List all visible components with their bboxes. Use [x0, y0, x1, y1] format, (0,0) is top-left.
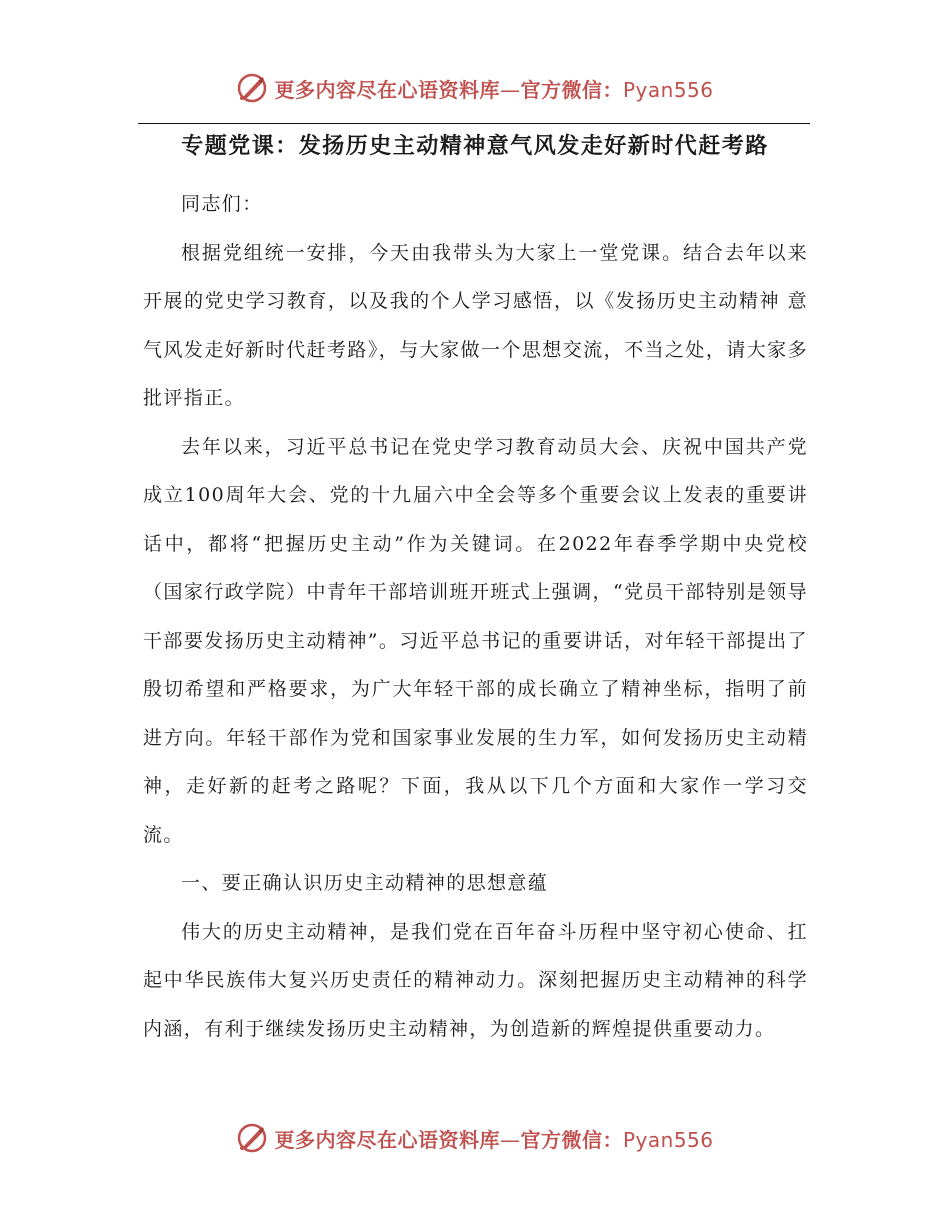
- section-heading: 一、要正确认识历史主动精神的思想意蕴: [181, 872, 549, 894]
- paragraph-salutation: 同志们：: [181, 193, 263, 215]
- paragraph: 根据党组统一安排，今天由我带头为大家上一堂党课。结合去年以来开展的党史学习教育，以及我的个人学习感悟，以《发扬历史主动精神 意气风发走好新时代赶考路》，与大家做一个思想交流，不当之处，请大家多批评指正。: [143, 241, 808, 409]
- paragraph: 去年以来，习近平总书记在党史学习教育动员大会、庆祝中国共产党成立100周年大会、党的十九届六中全会等多个重要会议上发表的重要讲话中，都将“把握历史主动”作为关键词。在2022年春季学期中央党校（国家行政学院）中青年干部培训班开班式上强调，“党员干部特别是领导干部要发扬历史主动精神”。习近平总书记的重要讲话，对年轻干部提出了殷切希望和严格要求，为广大年轻干部的成长确立了精神坐标，指明了前进方向。年轻干部作为党和国家事业发展的生力军，如何发扬历史主动精神，走好新的赶考之路呢？下面，我从以下几个方面和大家作一学习交流。: [143, 435, 808, 846]
- watermark-dash: —: [499, 1127, 521, 1152]
- footer-watermark: [0, 1122, 950, 1154]
- watermark-text: [274, 74, 713, 103]
- pen-logo-icon: [236, 1122, 268, 1154]
- paragraph: 伟大的历史主动精神，是我们党在百年奋斗历程中坚守初心使命、扛起中华民族伟大复兴历史责任的精神动力。深刻把握历史主动精神的科学内涵，有利于继续发扬历史主动精神，为创造新的辉煌提供重要动力。: [143, 920, 808, 1040]
- watermark-label: 官方微信：: [520, 77, 623, 102]
- watermark-label: 官方微信：: [520, 1127, 623, 1152]
- watermark-wechat-id: Pyan556: [622, 1127, 714, 1152]
- document-title: 专题党课：发扬历史主动精神意气风发走好新时代赶考路: [181, 133, 769, 159]
- header-watermark: [0, 72, 950, 104]
- document-body: [143, 180, 808, 1053]
- watermark-dash: —: [499, 77, 521, 102]
- watermark-text: [274, 1124, 713, 1153]
- watermark-wechat-id: Pyan556: [622, 77, 714, 102]
- watermark-main-text: 更多内容尽在心语资料库: [274, 1127, 500, 1152]
- pen-logo-icon: [236, 72, 268, 104]
- watermark-main-text: 更多内容尽在心语资料库: [274, 77, 500, 102]
- header-rule: [138, 123, 810, 124]
